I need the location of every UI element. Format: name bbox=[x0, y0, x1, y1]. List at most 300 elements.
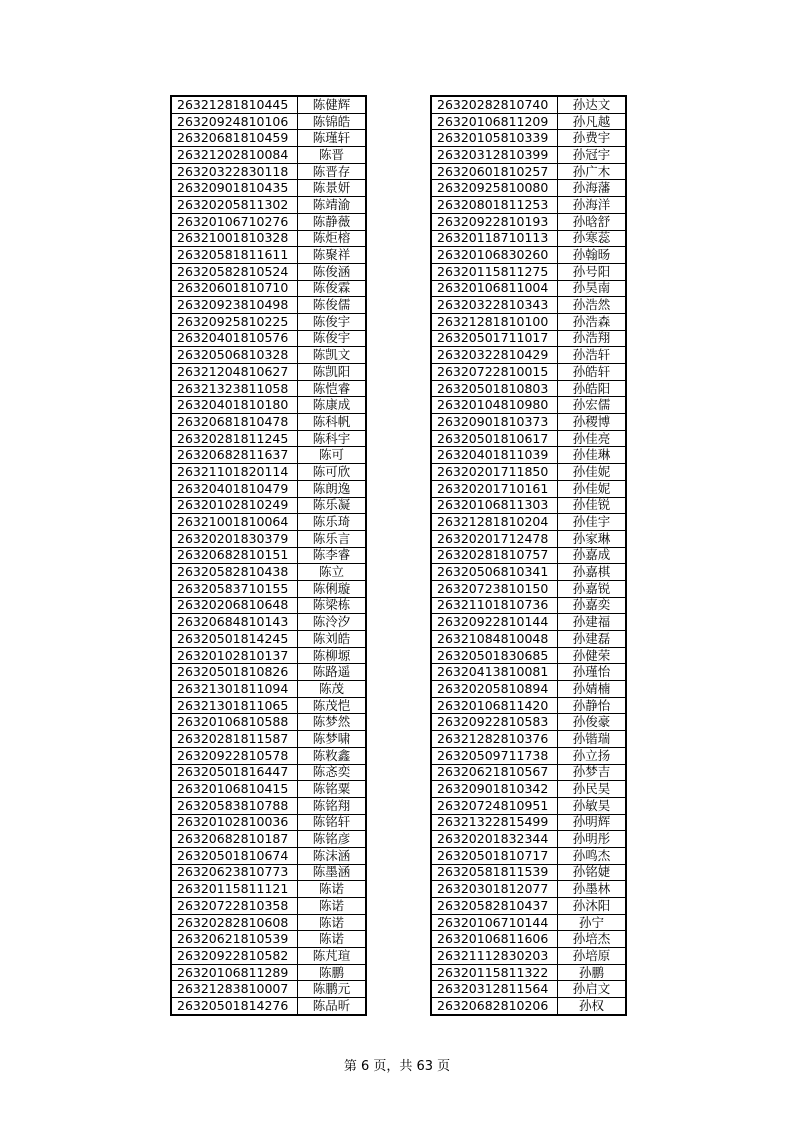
roster-table-right bbox=[430, 95, 627, 1016]
student-name-cell: 孙海洋 bbox=[558, 197, 627, 214]
student-name-cell: 孙昊南 bbox=[558, 280, 627, 297]
student-id-cell: 26321301811094 bbox=[171, 681, 298, 698]
student-name-cell: 陈凯文 bbox=[298, 347, 367, 364]
student-id-cell: 26320682810187 bbox=[171, 831, 298, 848]
student-name-cell: 陈品昕 bbox=[298, 998, 367, 1015]
table-row bbox=[171, 981, 366, 998]
student-id-cell: 26320923810498 bbox=[171, 297, 298, 314]
student-id-cell: 26320681810459 bbox=[171, 130, 298, 147]
student-id-cell: 26320312810399 bbox=[431, 147, 558, 164]
student-id-cell: 26320501814276 bbox=[171, 998, 298, 1015]
table-row bbox=[431, 96, 626, 113]
student-id-cell: 26320901810342 bbox=[431, 781, 558, 798]
table-row bbox=[171, 847, 366, 864]
table-row bbox=[431, 948, 626, 965]
student-name-cell: 陈泠汐 bbox=[298, 614, 367, 631]
table-row bbox=[431, 731, 626, 748]
student-id-cell: 26320925810225 bbox=[171, 313, 298, 330]
student-id-cell: 26321084810048 bbox=[431, 631, 558, 648]
student-id-cell: 26320281811245 bbox=[171, 430, 298, 447]
table-row bbox=[171, 998, 366, 1015]
table-row bbox=[171, 948, 366, 965]
student-name-cell: 陈俊宇 bbox=[298, 313, 367, 330]
student-name-cell: 陈茂 bbox=[298, 681, 367, 698]
student-name-cell: 陈景妍 bbox=[298, 180, 367, 197]
table-row bbox=[431, 814, 626, 831]
table-row bbox=[171, 147, 366, 164]
student-name-cell: 孙浩森 bbox=[558, 313, 627, 330]
table-row bbox=[431, 147, 626, 164]
student-name-cell: 陈俊儒 bbox=[298, 297, 367, 314]
student-id-cell: 26320901810373 bbox=[431, 414, 558, 431]
table-row bbox=[171, 364, 366, 381]
table-row bbox=[171, 96, 366, 113]
student-name-cell: 陈立 bbox=[298, 564, 367, 581]
table-row bbox=[431, 931, 626, 948]
student-id-cell: 26320205811302 bbox=[171, 197, 298, 214]
student-name-cell: 陈梦然 bbox=[298, 714, 367, 731]
table-row bbox=[171, 180, 366, 197]
student-name-cell: 陈晋 bbox=[298, 147, 367, 164]
student-name-cell: 陈铭翔 bbox=[298, 797, 367, 814]
student-name-cell: 孙冠宇 bbox=[558, 147, 627, 164]
student-name-cell: 孙嘉奕 bbox=[558, 597, 627, 614]
table-row bbox=[431, 113, 626, 130]
table-row bbox=[171, 714, 366, 731]
student-id-cell: 26320682810206 bbox=[431, 998, 558, 1015]
student-name-cell: 陈诺 bbox=[298, 931, 367, 948]
table-row bbox=[431, 464, 626, 481]
table-row bbox=[431, 597, 626, 614]
table-row bbox=[171, 330, 366, 347]
student-name-cell: 陈铭彦 bbox=[298, 831, 367, 848]
table-row bbox=[431, 313, 626, 330]
student-name-cell: 孙海藩 bbox=[558, 180, 627, 197]
student-name-cell: 孙铭婕 bbox=[558, 864, 627, 881]
student-id-cell: 26320506810328 bbox=[171, 347, 298, 364]
table-row bbox=[171, 731, 366, 748]
table-row bbox=[431, 247, 626, 264]
student-name-cell: 陈科宇 bbox=[298, 430, 367, 447]
student-id-cell: 26320106811420 bbox=[431, 697, 558, 714]
student-id-cell: 26320501810826 bbox=[171, 664, 298, 681]
student-id-cell: 26320681810478 bbox=[171, 414, 298, 431]
student-id-cell: 26320201710161 bbox=[431, 480, 558, 497]
student-id-cell: 26320281810757 bbox=[431, 547, 558, 564]
student-id-cell: 26321283810007 bbox=[171, 981, 298, 998]
student-name-cell: 孙翰旸 bbox=[558, 247, 627, 264]
student-name-cell: 孙佳妮 bbox=[558, 480, 627, 497]
student-id-cell: 26321101820114 bbox=[171, 464, 298, 481]
student-id-cell: 26320206810648 bbox=[171, 597, 298, 614]
table-row bbox=[431, 998, 626, 1015]
table-row bbox=[171, 831, 366, 848]
table-row bbox=[431, 681, 626, 698]
table-row bbox=[431, 631, 626, 648]
student-name-cell: 孙立扬 bbox=[558, 747, 627, 764]
table-row bbox=[171, 614, 366, 631]
student-name-cell: 陈俊涵 bbox=[298, 263, 367, 280]
table-row bbox=[431, 263, 626, 280]
student-id-cell: 26320401810576 bbox=[171, 330, 298, 347]
table-row bbox=[171, 881, 366, 898]
student-name-cell: 孙婧楠 bbox=[558, 681, 627, 698]
student-id-cell: 26320322810343 bbox=[431, 297, 558, 314]
roster-table-left bbox=[170, 95, 367, 1016]
student-id-cell: 26320724810951 bbox=[431, 797, 558, 814]
table-row bbox=[431, 898, 626, 915]
student-name-cell: 陈康成 bbox=[298, 397, 367, 414]
student-id-cell: 26320102810137 bbox=[171, 647, 298, 664]
student-id-cell: 26320583810788 bbox=[171, 797, 298, 814]
student-name-cell: 孙启文 bbox=[558, 981, 627, 998]
student-name-cell: 陈俊霖 bbox=[298, 280, 367, 297]
student-name-cell: 陈墨涵 bbox=[298, 864, 367, 881]
table-row bbox=[171, 764, 366, 781]
page-number-footer: 第 6 页，共 63 页 bbox=[343, 1059, 451, 1074]
student-name-cell: 陈健辉 bbox=[298, 96, 367, 113]
table-row bbox=[171, 964, 366, 981]
student-id-cell: 26320201711850 bbox=[431, 464, 558, 481]
student-id-cell: 26320401811039 bbox=[431, 447, 558, 464]
student-id-cell: 26320201830379 bbox=[171, 530, 298, 547]
table-row bbox=[171, 931, 366, 948]
table-row bbox=[431, 614, 626, 631]
student-name-cell: 孙梦吉 bbox=[558, 764, 627, 781]
student-name-cell: 陈锦皓 bbox=[298, 113, 367, 130]
table-row bbox=[431, 697, 626, 714]
table-row bbox=[431, 163, 626, 180]
student-id-cell: 26320684810143 bbox=[171, 614, 298, 631]
student-id-cell: 26320106811004 bbox=[431, 280, 558, 297]
student-id-cell: 26321281810204 bbox=[431, 514, 558, 531]
table-row bbox=[171, 864, 366, 881]
student-name-cell: 孙明彤 bbox=[558, 831, 627, 848]
table-row bbox=[431, 764, 626, 781]
student-name-cell: 陈忞奕 bbox=[298, 764, 367, 781]
student-id-cell: 26320922810582 bbox=[171, 948, 298, 965]
student-id-cell: 26320922810578 bbox=[171, 747, 298, 764]
student-name-cell: 孙明辉 bbox=[558, 814, 627, 831]
student-id-cell: 26320102810249 bbox=[171, 497, 298, 514]
table-row bbox=[171, 580, 366, 597]
student-id-cell: 26320583710155 bbox=[171, 580, 298, 597]
student-id-cell: 26321323811058 bbox=[171, 380, 298, 397]
table-row bbox=[171, 280, 366, 297]
student-name-cell: 孙建磊 bbox=[558, 631, 627, 648]
student-name-cell: 陈刘皓 bbox=[298, 631, 367, 648]
student-id-cell: 26320501810617 bbox=[431, 430, 558, 447]
table-row bbox=[431, 430, 626, 447]
table-row bbox=[431, 647, 626, 664]
table-row bbox=[171, 914, 366, 931]
student-name-cell: 孙费宇 bbox=[558, 130, 627, 147]
student-name-cell: 陈凯阳 bbox=[298, 364, 367, 381]
table-row bbox=[171, 313, 366, 330]
student-id-cell: 26320106811303 bbox=[431, 497, 558, 514]
student-id-cell: 26320115811275 bbox=[431, 263, 558, 280]
student-id-cell: 26320582810437 bbox=[431, 898, 558, 915]
student-name-cell: 陈乐琦 bbox=[298, 514, 367, 531]
student-id-cell: 26320901810435 bbox=[171, 180, 298, 197]
student-id-cell: 26320501711017 bbox=[431, 330, 558, 347]
student-name-cell: 陈乐言 bbox=[298, 530, 367, 547]
student-id-cell: 26320106710144 bbox=[431, 914, 558, 931]
table-row bbox=[431, 397, 626, 414]
table-row bbox=[431, 664, 626, 681]
student-name-cell: 孙瑾怡 bbox=[558, 664, 627, 681]
student-id-cell: 26320501816447 bbox=[171, 764, 298, 781]
student-id-cell: 26321322815499 bbox=[431, 814, 558, 831]
table-row bbox=[431, 380, 626, 397]
student-name-cell: 孙浩轩 bbox=[558, 347, 627, 364]
table-row bbox=[171, 514, 366, 531]
table-row bbox=[171, 230, 366, 247]
table-row bbox=[171, 647, 366, 664]
table-row bbox=[171, 163, 366, 180]
student-name-cell: 孙佳妮 bbox=[558, 464, 627, 481]
student-name-cell: 陈恺睿 bbox=[298, 380, 367, 397]
student-id-cell: 26320106830260 bbox=[431, 247, 558, 264]
student-name-cell: 陈李睿 bbox=[298, 547, 367, 564]
table-row bbox=[431, 447, 626, 464]
student-id-cell: 26320501830685 bbox=[431, 647, 558, 664]
student-name-cell: 孙佳亮 bbox=[558, 430, 627, 447]
table-row bbox=[431, 280, 626, 297]
student-id-cell: 26320104810980 bbox=[431, 397, 558, 414]
student-name-cell: 孙皓阳 bbox=[558, 380, 627, 397]
student-id-cell: 26321281810445 bbox=[171, 96, 298, 113]
table-row bbox=[431, 747, 626, 764]
student-id-cell: 26321282810376 bbox=[431, 731, 558, 748]
student-id-cell: 26320106811209 bbox=[431, 113, 558, 130]
student-name-cell: 陈晋存 bbox=[298, 163, 367, 180]
student-name-cell: 孙宏儒 bbox=[558, 397, 627, 414]
student-name-cell: 陈静薇 bbox=[298, 213, 367, 230]
student-id-cell: 26321101810736 bbox=[431, 597, 558, 614]
table-row bbox=[431, 414, 626, 431]
student-id-cell: 26320106810588 bbox=[171, 714, 298, 731]
table-row bbox=[171, 263, 366, 280]
student-id-cell: 26320106710276 bbox=[171, 213, 298, 230]
table-row bbox=[431, 130, 626, 147]
table-row bbox=[171, 447, 366, 464]
table-row bbox=[431, 230, 626, 247]
student-id-cell: 26320282810740 bbox=[431, 96, 558, 113]
table-row bbox=[431, 831, 626, 848]
table-row bbox=[431, 480, 626, 497]
table-row bbox=[171, 781, 366, 798]
student-id-cell: 26320501814245 bbox=[171, 631, 298, 648]
student-id-cell: 26320601810257 bbox=[431, 163, 558, 180]
student-id-cell: 26320322810429 bbox=[431, 347, 558, 364]
student-name-cell: 孙锴瑞 bbox=[558, 731, 627, 748]
table-row bbox=[171, 631, 366, 648]
table-row bbox=[171, 464, 366, 481]
student-name-cell: 陈路遥 bbox=[298, 664, 367, 681]
student-id-cell: 26321001810064 bbox=[171, 514, 298, 531]
table-row bbox=[171, 480, 366, 497]
table-row bbox=[431, 914, 626, 931]
table-row bbox=[171, 747, 366, 764]
student-id-cell: 26320682810151 bbox=[171, 547, 298, 564]
student-name-cell: 陈鹏 bbox=[298, 964, 367, 981]
student-id-cell: 26320281811587 bbox=[171, 731, 298, 748]
table-row bbox=[171, 247, 366, 264]
table-row bbox=[171, 797, 366, 814]
student-name-cell: 孙达文 bbox=[558, 96, 627, 113]
table-row bbox=[171, 547, 366, 564]
student-name-cell: 孙嘉棋 bbox=[558, 564, 627, 581]
table-row bbox=[171, 347, 366, 364]
student-name-cell: 孙培原 bbox=[558, 948, 627, 965]
table-row bbox=[171, 130, 366, 147]
student-id-cell: 26320106811289 bbox=[171, 964, 298, 981]
student-name-cell: 陈柳塬 bbox=[298, 647, 367, 664]
student-id-cell: 26320682811637 bbox=[171, 447, 298, 464]
table-row bbox=[431, 297, 626, 314]
student-id-cell: 26320509711738 bbox=[431, 747, 558, 764]
student-name-cell: 孙敏昊 bbox=[558, 797, 627, 814]
student-id-cell: 26320105810339 bbox=[431, 130, 558, 147]
table-row bbox=[431, 497, 626, 514]
table-row bbox=[431, 864, 626, 881]
student-name-cell: 孙佳宇 bbox=[558, 514, 627, 531]
student-id-cell: 26320922810583 bbox=[431, 714, 558, 731]
student-id-cell: 26320621810567 bbox=[431, 764, 558, 781]
student-id-cell: 26320501810803 bbox=[431, 380, 558, 397]
student-id-cell: 26320922810193 bbox=[431, 213, 558, 230]
student-name-cell: 孙嘉锐 bbox=[558, 580, 627, 597]
student-name-cell: 陈诺 bbox=[298, 881, 367, 898]
student-name-cell: 陈靖渝 bbox=[298, 197, 367, 214]
student-name-cell: 孙俊豪 bbox=[558, 714, 627, 731]
student-name-cell: 陈聚祥 bbox=[298, 247, 367, 264]
table-row bbox=[431, 514, 626, 531]
student-name-cell: 孙沐阳 bbox=[558, 898, 627, 915]
student-id-cell: 26320501810674 bbox=[171, 847, 298, 864]
student-id-cell: 26320201712478 bbox=[431, 530, 558, 547]
table-row bbox=[431, 364, 626, 381]
table-row bbox=[431, 347, 626, 364]
student-name-cell: 孙稷博 bbox=[558, 414, 627, 431]
student-id-cell: 26320582810438 bbox=[171, 564, 298, 581]
table-row bbox=[171, 681, 366, 698]
table-row bbox=[431, 847, 626, 864]
student-id-cell: 26320722810015 bbox=[431, 364, 558, 381]
student-name-cell: 孙广木 bbox=[558, 163, 627, 180]
student-id-cell: 26320501810717 bbox=[431, 847, 558, 864]
student-id-cell: 26320925810080 bbox=[431, 180, 558, 197]
student-name-cell: 孙权 bbox=[558, 998, 627, 1015]
table-row bbox=[431, 530, 626, 547]
student-id-cell: 26321301811065 bbox=[171, 697, 298, 714]
student-id-cell: 26320924810106 bbox=[171, 113, 298, 130]
table-row bbox=[431, 881, 626, 898]
student-id-cell: 26320506810341 bbox=[431, 564, 558, 581]
student-name-cell: 陈可 bbox=[298, 447, 367, 464]
student-name-cell: 孙家琳 bbox=[558, 530, 627, 547]
student-name-cell: 陈茂恺 bbox=[298, 697, 367, 714]
table-row bbox=[171, 664, 366, 681]
student-id-cell: 26320205810894 bbox=[431, 681, 558, 698]
table-row bbox=[171, 898, 366, 915]
student-name-cell: 孙培杰 bbox=[558, 931, 627, 948]
student-name-cell: 陈诺 bbox=[298, 914, 367, 931]
student-name-cell: 孙浩翔 bbox=[558, 330, 627, 347]
student-name-cell: 孙晗舒 bbox=[558, 213, 627, 230]
table-row bbox=[431, 714, 626, 731]
table-row bbox=[431, 197, 626, 214]
table-row bbox=[171, 113, 366, 130]
student-id-cell: 26320312811564 bbox=[431, 981, 558, 998]
student-name-cell: 孙佳琳 bbox=[558, 447, 627, 464]
student-name-cell: 孙鹏 bbox=[558, 964, 627, 981]
student-name-cell: 孙嘉成 bbox=[558, 547, 627, 564]
student-name-cell: 陈可欣 bbox=[298, 464, 367, 481]
student-name-cell: 陈梦啸 bbox=[298, 731, 367, 748]
student-name-cell: 孙墨林 bbox=[558, 881, 627, 898]
table-row bbox=[171, 397, 366, 414]
student-name-cell: 孙寒蕊 bbox=[558, 230, 627, 247]
table-row bbox=[431, 797, 626, 814]
student-id-cell: 26320581811539 bbox=[431, 864, 558, 881]
student-id-cell: 26320581811611 bbox=[171, 247, 298, 264]
student-name-cell: 陈乐凝 bbox=[298, 497, 367, 514]
student-id-cell: 26320322830118 bbox=[171, 163, 298, 180]
student-name-cell: 孙浩然 bbox=[558, 297, 627, 314]
student-name-cell: 陈铭粟 bbox=[298, 781, 367, 798]
student-name-cell: 陈瑾轩 bbox=[298, 130, 367, 147]
student-name-cell: 孙健荣 bbox=[558, 647, 627, 664]
student-name-cell: 陈诺 bbox=[298, 898, 367, 915]
student-name-cell: 孙静怡 bbox=[558, 697, 627, 714]
table-row bbox=[171, 597, 366, 614]
student-name-cell: 孙号阳 bbox=[558, 263, 627, 280]
student-name-cell: 陈铭轩 bbox=[298, 814, 367, 831]
student-id-cell: 26320623810773 bbox=[171, 864, 298, 881]
table-row bbox=[171, 380, 366, 397]
student-name-cell: 陈梁栋 bbox=[298, 597, 367, 614]
student-name-cell: 孙建福 bbox=[558, 614, 627, 631]
student-name-cell: 陈朗逸 bbox=[298, 480, 367, 497]
student-id-cell: 26321112830203 bbox=[431, 948, 558, 965]
student-name-cell: 陈敉鑫 bbox=[298, 747, 367, 764]
student-id-cell: 26320106810415 bbox=[171, 781, 298, 798]
table-row bbox=[171, 430, 366, 447]
student-name-cell: 陈俊宇 bbox=[298, 330, 367, 347]
student-name-cell: 孙鸣杰 bbox=[558, 847, 627, 864]
student-id-cell: 26320301812077 bbox=[431, 881, 558, 898]
student-id-cell: 26320115811121 bbox=[171, 881, 298, 898]
student-id-cell: 26320102810036 bbox=[171, 814, 298, 831]
table-row bbox=[431, 330, 626, 347]
student-name-cell: 陈芃瑄 bbox=[298, 948, 367, 965]
student-name-cell: 孙民昊 bbox=[558, 781, 627, 798]
student-id-cell: 26320106811606 bbox=[431, 931, 558, 948]
table-row bbox=[431, 213, 626, 230]
student-id-cell: 26320118710113 bbox=[431, 230, 558, 247]
table-row bbox=[171, 564, 366, 581]
student-name-cell: 陈俐璇 bbox=[298, 580, 367, 597]
student-id-cell: 26321001810328 bbox=[171, 230, 298, 247]
table-row bbox=[431, 964, 626, 981]
student-id-cell: 26321202810084 bbox=[171, 147, 298, 164]
student-id-cell: 26320401810479 bbox=[171, 480, 298, 497]
student-id-cell: 26320801811253 bbox=[431, 197, 558, 214]
student-name-cell: 孙宁 bbox=[558, 914, 627, 931]
student-name-cell: 孙佳锐 bbox=[558, 497, 627, 514]
